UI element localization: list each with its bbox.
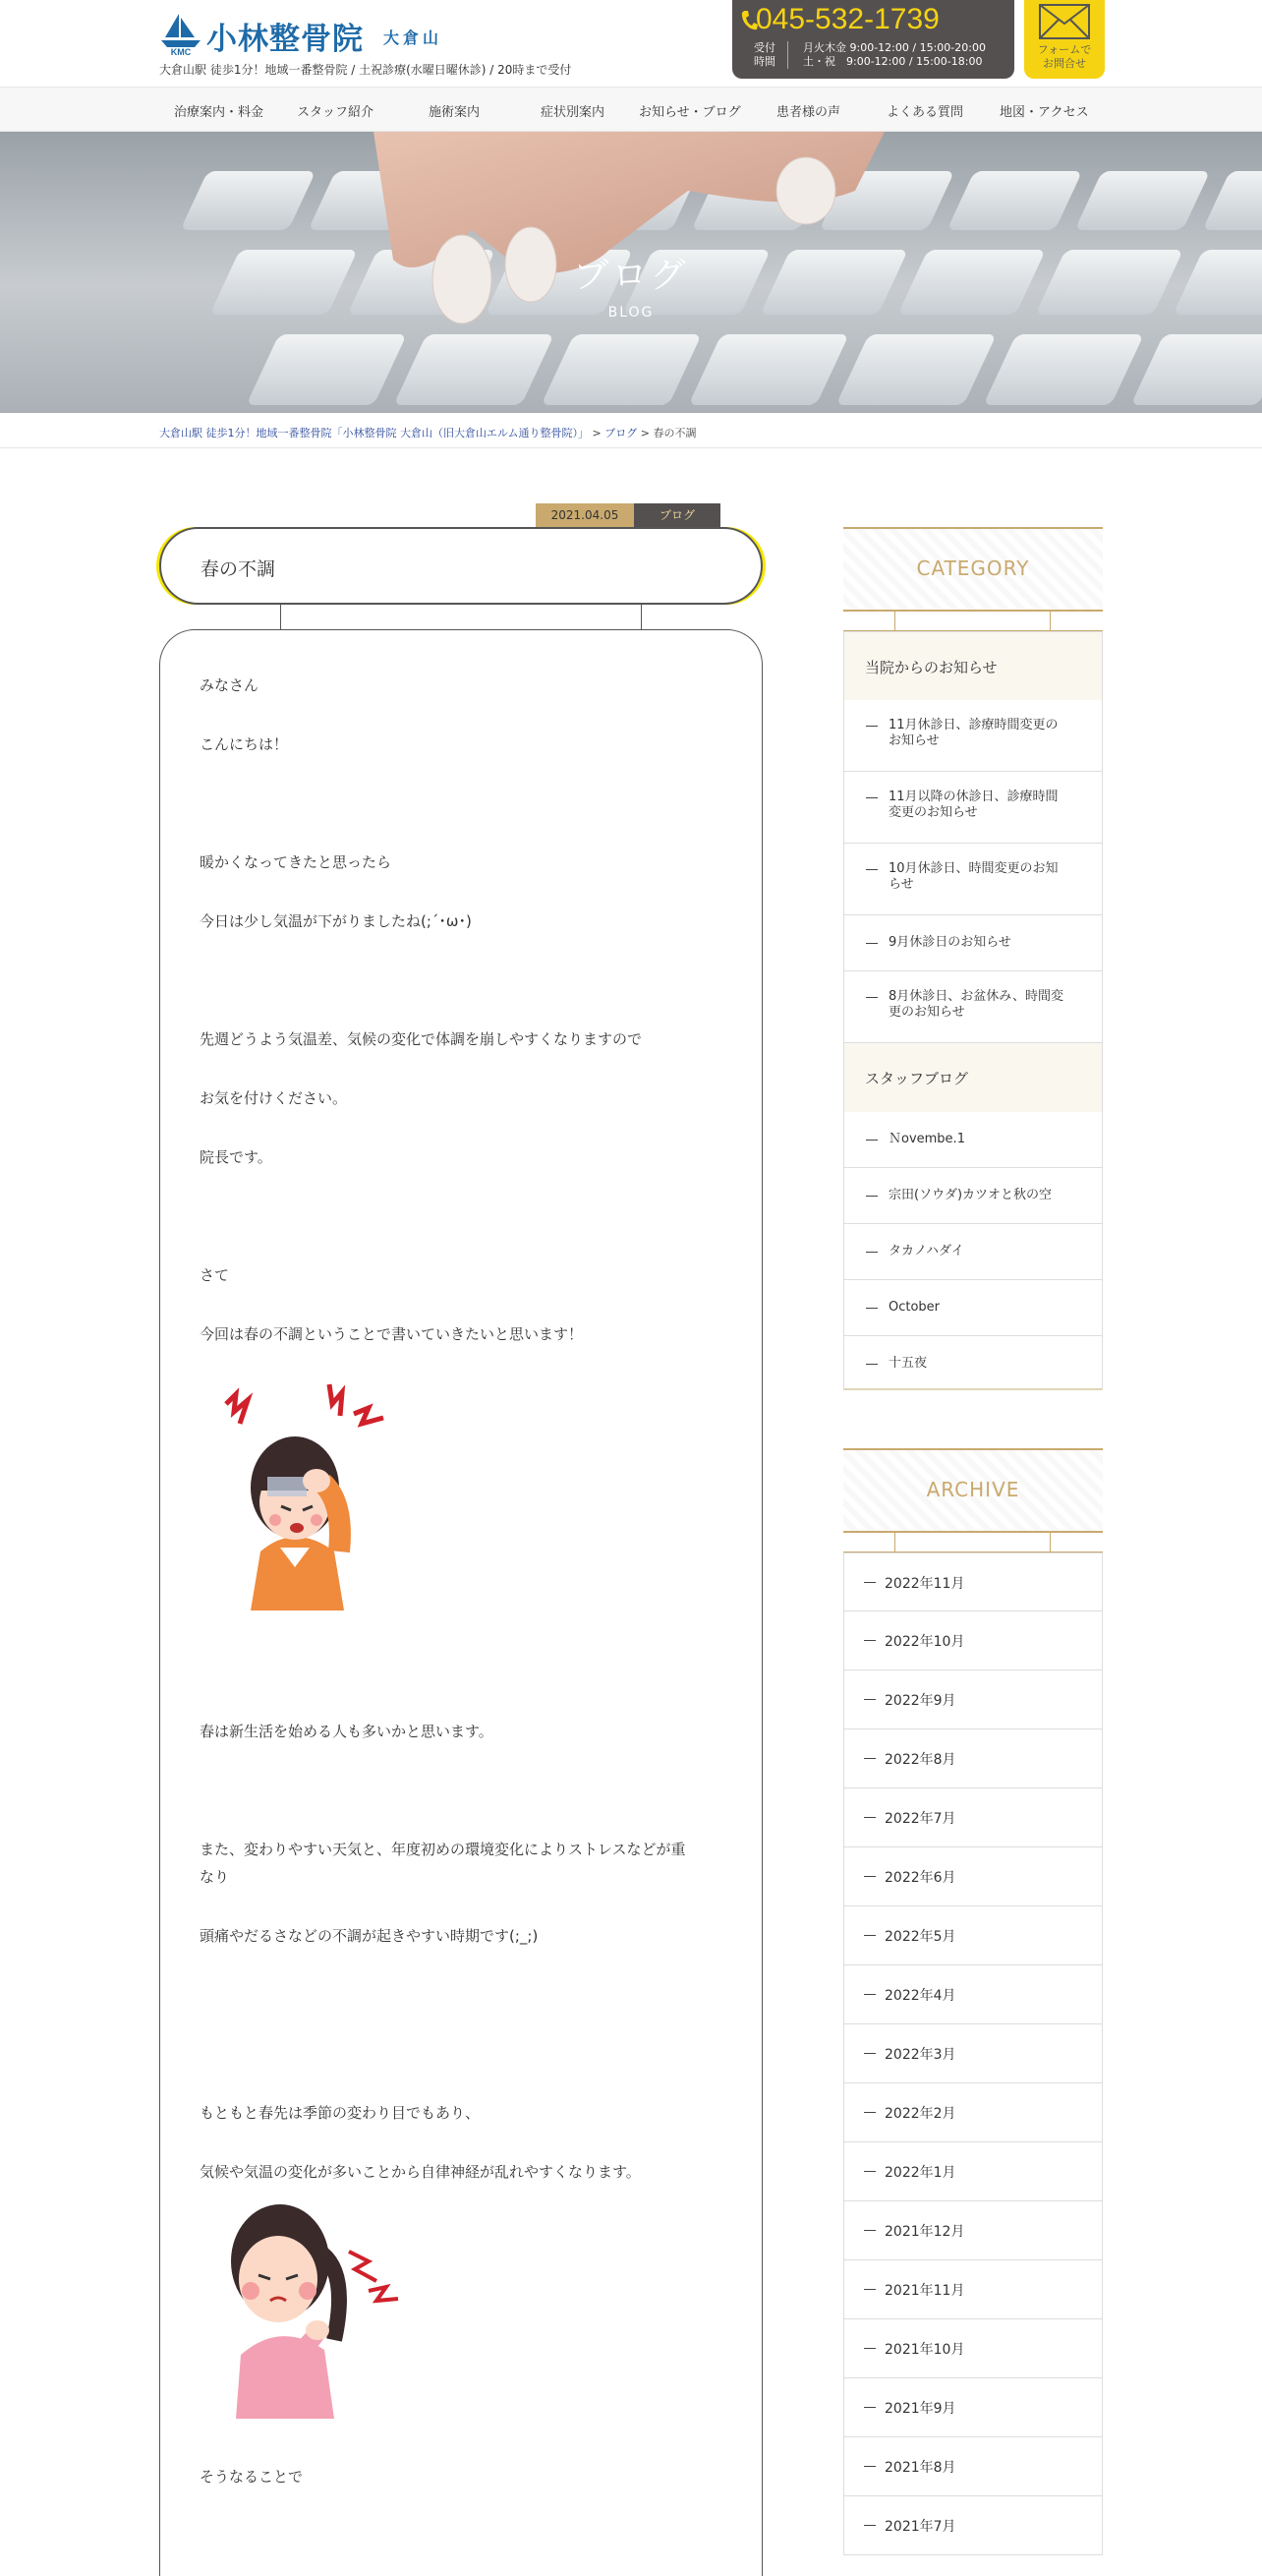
list-bullet [864,1876,876,1877]
list-bullet [864,2466,876,2467]
archive-month-link[interactable] [843,2083,1103,2142]
post-title-box [159,527,763,605]
category-widget-title: CATEGORY [916,556,1030,580]
archive-month-label: 2022年4月 [885,1988,956,2004]
nav-item-news-blog[interactable]: お知らせ・ブログ [639,105,741,120]
post-paragraph: こんにちは！ [200,735,289,753]
post-paragraph: お気を付けください。 [200,1089,348,1107]
list-bullet [864,2289,876,2290]
category-post-link[interactable]: 9月休診日のお知らせ [843,915,1103,971]
archive-month-link[interactable] [843,2201,1103,2260]
list-bullet [864,2171,876,2172]
category-post-link[interactable]: タカノハダイ [843,1224,1103,1280]
archive-month-label: 2022年7月 [885,1811,956,1827]
category-post-link[interactable]: 8月休診日、お盆休み、時間変 更のお知らせ [843,971,1103,1043]
nav-item-faq[interactable]: よくある質問 [887,105,964,120]
list-bullet [864,2407,876,2408]
post-paragraph: なり [200,1868,230,1886]
site-header [0,0,1262,87]
archive-month-link[interactable] [843,2378,1103,2437]
post-paragraph: もともと春先は季節の変わり目でもあり、 [200,2104,481,2122]
category-post-link[interactable]: Ｎovembe.1 [843,1112,1103,1168]
nav-item-testimonials[interactable]: 患者様の声 [776,105,841,120]
hours-label: 受付 時間 [754,41,775,68]
post-paragraph: 先週どうよう気温差、気候の変化で体調を崩しやすくなりますので [200,1030,643,1048]
post-paragraph: 気候や気温の変化が多いことから自律神経が乱れやすくなります。 [200,2163,641,2181]
archive-month-link[interactable] [843,2142,1103,2201]
list-bullet [864,1699,876,1700]
archive-month-label: 2022年11月 [885,1576,965,1592]
post-paragraph: そうなることで [200,2468,304,2486]
post-paragraph: 春は新生活を始める人も多いかと思います。 [200,1723,493,1740]
title-connector [280,605,281,630]
post-date: 2021.04.05 [536,503,634,527]
post-paragraph: 今回は春の不調ということで書いていきたいと思います！ [200,1325,584,1343]
archive-month-label: 2021年12月 [885,2224,965,2240]
archive-month-label: 2022年3月 [885,2047,956,2063]
list-bullet [864,1994,876,1995]
post-paragraph: 頭痛やだるさなどの不調が起きやすい時期です(;_;) [200,1927,539,1945]
archive-month-link[interactable] [843,1729,1103,1788]
category-group-notices[interactable]: 当院からのお知らせ [843,631,1103,700]
category-post-link[interactable]: 宗田(ソウダ)カツオと秋の空 [843,1168,1103,1224]
hero-subtitle: BLOG [607,305,655,321]
archive-month-label: 2022年8月 [885,1752,956,1768]
archive-widget-title: ARCHIVE [926,1478,1020,1501]
archive-month-link[interactable] [843,1847,1103,1906]
list-bullet [864,2525,876,2526]
archive-month-label: 2021年9月 [885,2401,956,2417]
nav-item-staff[interactable]: スタッフ紹介 [297,105,374,120]
post-paragraph: さて [200,1266,230,1284]
list-bullet [864,1640,876,1641]
archive-month-link[interactable] [843,1788,1103,1847]
archive-month-label: 2022年1月 [885,2165,956,2181]
category-widget-divider [843,612,1103,631]
shoulder-pain-woman-illustration [201,2193,408,2419]
archive-widget-header [843,1448,1103,1533]
list-bullet [864,1935,876,1936]
svg-text:KMC: KMC [170,47,192,57]
archive-month-label: 2022年6月 [885,1870,956,1886]
archive-month-label: 2021年11月 [885,2283,965,2299]
archive-month-link[interactable] [843,1611,1103,1670]
post-paragraph: みなさん [200,676,259,694]
site-logo[interactable] [159,12,454,57]
title-connector [641,605,642,630]
category-post-link[interactable]: 11月休診日、診療時間変更の お知らせ [843,700,1103,772]
archive-widget-divider [843,1533,1103,1552]
breadcrumb-current: 春の不調 [653,427,697,439]
hero-banner [0,132,1262,413]
hours-divider [787,41,788,69]
breadcrumb-home-link[interactable]: 大倉山駅 徒歩1分！地域一番整骨院「小林整骨院 大倉山（旧大倉山エルム通り整骨院）」 [159,427,590,439]
hero-title: ブログ [573,256,689,296]
list-bullet [864,1758,876,1759]
breadcrumb-separator: > [637,427,654,439]
post-paragraph: 院長です。 [200,1148,272,1166]
category-group-staff-blog[interactable]: スタッフブログ [843,1043,1103,1112]
logo-title: 小林整骨院 [206,22,364,57]
global-nav [0,87,1262,132]
headache-woman-illustration [206,1375,393,1610]
archive-month-label: 2021年8月 [885,2460,956,2476]
logo-subtitle: 大倉山 [383,29,443,47]
category-post-link[interactable]: 10月休診日、時間変更のお知 らせ [843,844,1103,915]
list-bullet [864,1817,876,1818]
post-paragraph: 暖かくなってきたと思ったら [200,853,392,871]
archive-month-link[interactable] [843,2260,1103,2319]
ship-logo-icon [159,12,202,55]
header-tagline: 大倉山駅 徒歩1分！地域一番整骨院 / 土祝診療(水曜日曜休診) / 20時まで受付 [159,63,572,77]
phone-contact-box[interactable] [732,0,1014,79]
archive-month-label: 2022年9月 [885,1693,956,1709]
archive-month-link[interactable] [843,1906,1103,1965]
archive-month-label: 2022年10月 [885,1634,965,1650]
archive-month-label: 2022年5月 [885,1929,956,1945]
archive-month-label: 2022年2月 [885,2106,956,2122]
nav-item-treatment[interactable]: 治療案内・料金 [174,105,264,120]
archive-month-link[interactable] [843,1670,1103,1729]
archive-month-label: 2021年7月 [885,2519,956,2535]
category-post-link[interactable]: 11月以降の休診日、診療時間 変更のお知らせ [843,772,1103,844]
list-bullet [864,1582,876,1583]
contact-form-button[interactable] [1024,0,1105,79]
archive-month-link[interactable] [843,2496,1103,2555]
breadcrumb-blog-link[interactable]: ブログ [604,427,638,439]
list-bullet [864,2230,876,2231]
post-paragraph: 今日は少し気温が下がりましたね(;´･ω･) [200,912,472,930]
archive-month-link[interactable] [843,2319,1103,2378]
list-bullet [864,2053,876,2054]
post-title: 春の不調 [201,558,276,580]
contact-form-label: フォームで お問合せ [1037,43,1092,70]
nav-item-procedures[interactable]: 施術案内 [429,105,481,120]
category-widget-header [843,527,1103,612]
archive-month-link[interactable] [843,2024,1103,2083]
hours-text: 月火木金 9:00-12:00 / 15:00-20:00 土・祝 9:00-12:00 / 15:00-18:00 [803,41,986,68]
post-category-tag[interactable]: ブログ [634,503,720,527]
breadcrumb [0,413,1262,448]
mail-icon [1039,4,1090,39]
archive-month-link[interactable] [843,1965,1103,2024]
category-post-link[interactable]: 十五夜 [843,1336,1103,1390]
breadcrumb-separator: > [589,427,605,439]
nav-item-access[interactable]: 地図・アクセス [1000,105,1089,120]
post-paragraph: また、変わりやすい天気と、年度初めの環境変化によりストレスなどが重 [200,1841,686,1858]
archive-month-link[interactable] [843,1552,1103,1611]
phone-number[interactable]: 045-532-1739 [756,3,940,35]
nav-item-symptoms[interactable]: 症状別案内 [541,105,605,120]
archive-month-link[interactable] [843,2437,1103,2496]
archive-month-label: 2021年10月 [885,2342,965,2358]
list-bullet [864,2112,876,2113]
category-post-link[interactable]: October [843,1280,1103,1336]
list-bullet [864,2348,876,2349]
